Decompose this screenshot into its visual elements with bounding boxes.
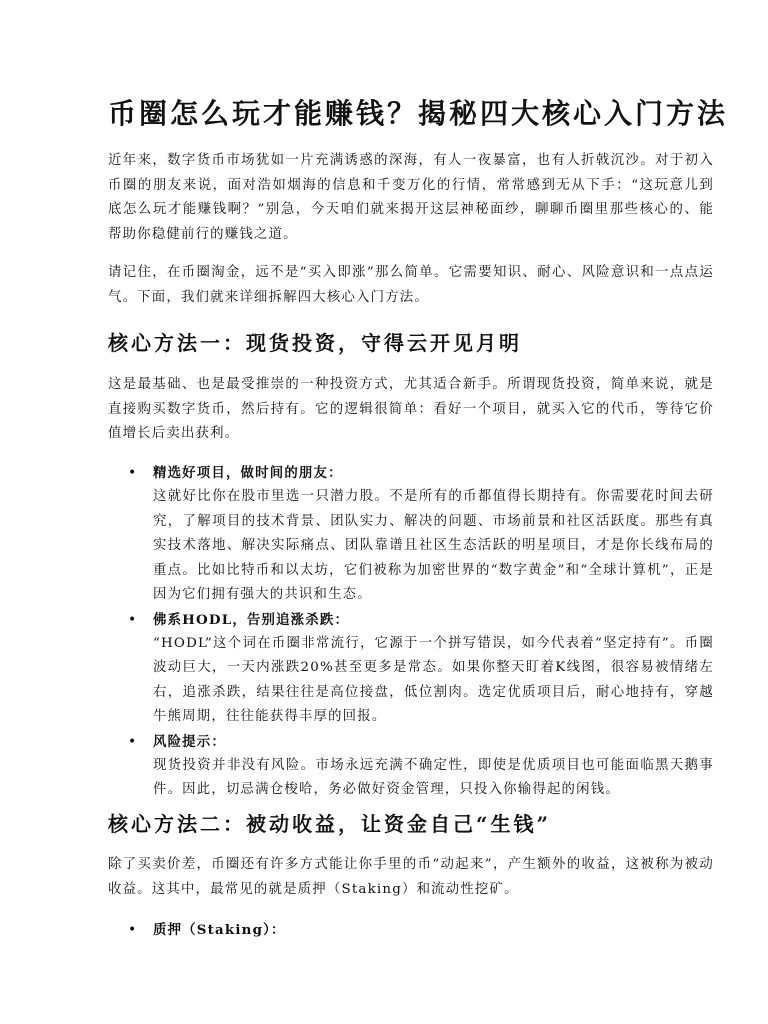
list-item <box>128 608 714 730</box>
section-1-heading: 核心方法一：现货投资，守得云开见月明 <box>108 331 522 355</box>
list-item-title: • 质押（Staking）： <box>153 922 286 938</box>
section-1-paragraph: 这是最基础、也是最受推崇的一种投资方式，尤其适合新手。所谓现货投资，简单来说，就是直接购买数字货币，然后持有。它的逻辑很简单：看好一个项目，就买入它的代币，等待它价值增长后卖出获利。 <box>108 377 714 441</box>
list-item-body: 这就好比你在股市里选一只潜力股。不是所有的币都值得长期持有。你需要花时间去研究，了解项目的技术背景、团队实力、解决的问题、市场前景和社区活跃度。那些有真实技术落地、解决实际痛点、团队靠谱且社区生态活跃的明星项目，才是你长线布局的重点。比如比特币和以太坊，它们被称为加密世界的“数字黄金”和“全球计算机”，正是因为它们拥有强大的共识和生态。 <box>153 489 714 602</box>
intro-paragraph-2: 请记住，在币圈淘金，远不是“买入即涨”那么简单。它需要知识、耐心、风险意识和一点点运气。下面，我们就来详细拆解四大核心入门方法。 <box>108 265 714 305</box>
list-item-title: • 精选好项目，做时间的朋友： <box>153 465 343 481</box>
list-item-title: • 风险提示： <box>153 733 226 750</box>
list-item <box>128 730 714 803</box>
section-2-paragraph: 除了买卖价差，币圈还有许多方式能让你手里的币“动起来”，产生额外的收益，这被称为被动收益。这其中，最常见的就是质押（Staking）和流动性挖矿。 <box>108 857 714 897</box>
list-item-body: “HODL”这个词在币圈非常流行，它源于一个拼写错误，如今代表着“坚定持有”。币圈波动巨大，一天内涨跌20%甚至更多是常态。如果你整天盯着K线图，很容易被情绪左右，追涨杀跌，结果往往是高位接盘，低位割肉。选定优质项目后，耐心地持有，穿越牛熊周期，往往能获得丰厚的回报。 <box>153 635 714 724</box>
list-item-title: • 佛系HODL，告别追涨杀跌： <box>153 611 350 628</box>
section-2-list <box>128 918 714 942</box>
list-item-body: 现货投资并非没有风险。市场永远充满不确定性，即使是优质项目也可能面临黑天鹅事件。因此，切忌满仓梭哈，务必做好资金管理，只投入你输得起的闲钱。 <box>153 757 714 797</box>
intro-paragraph-1: 近年来，数字货币市场犹如一片充满诱惑的深海，有人一夜暴富，也有人折戟沉沙。对于初入币圈的朋友来说，面对浩如烟海的信息和千变万化的行情，常常感到无从下手：“这玩意儿到底怎么玩才能赚钱啊？”别急，今天咱们就来揭开这层神秘面纱，聊聊币圈里那些核心的、能帮助你稳健前行的赚钱之道。 <box>108 153 714 242</box>
section-2-heading: 核心方法二：被动收益，让资金自己“生钱” <box>108 812 552 836</box>
list-item <box>128 461 714 608</box>
page-title: 币圈怎么玩才能赚钱？揭秘四大核心入门方法 <box>108 97 729 130</box>
list-item <box>128 918 714 942</box>
section-1-list <box>128 461 714 803</box>
